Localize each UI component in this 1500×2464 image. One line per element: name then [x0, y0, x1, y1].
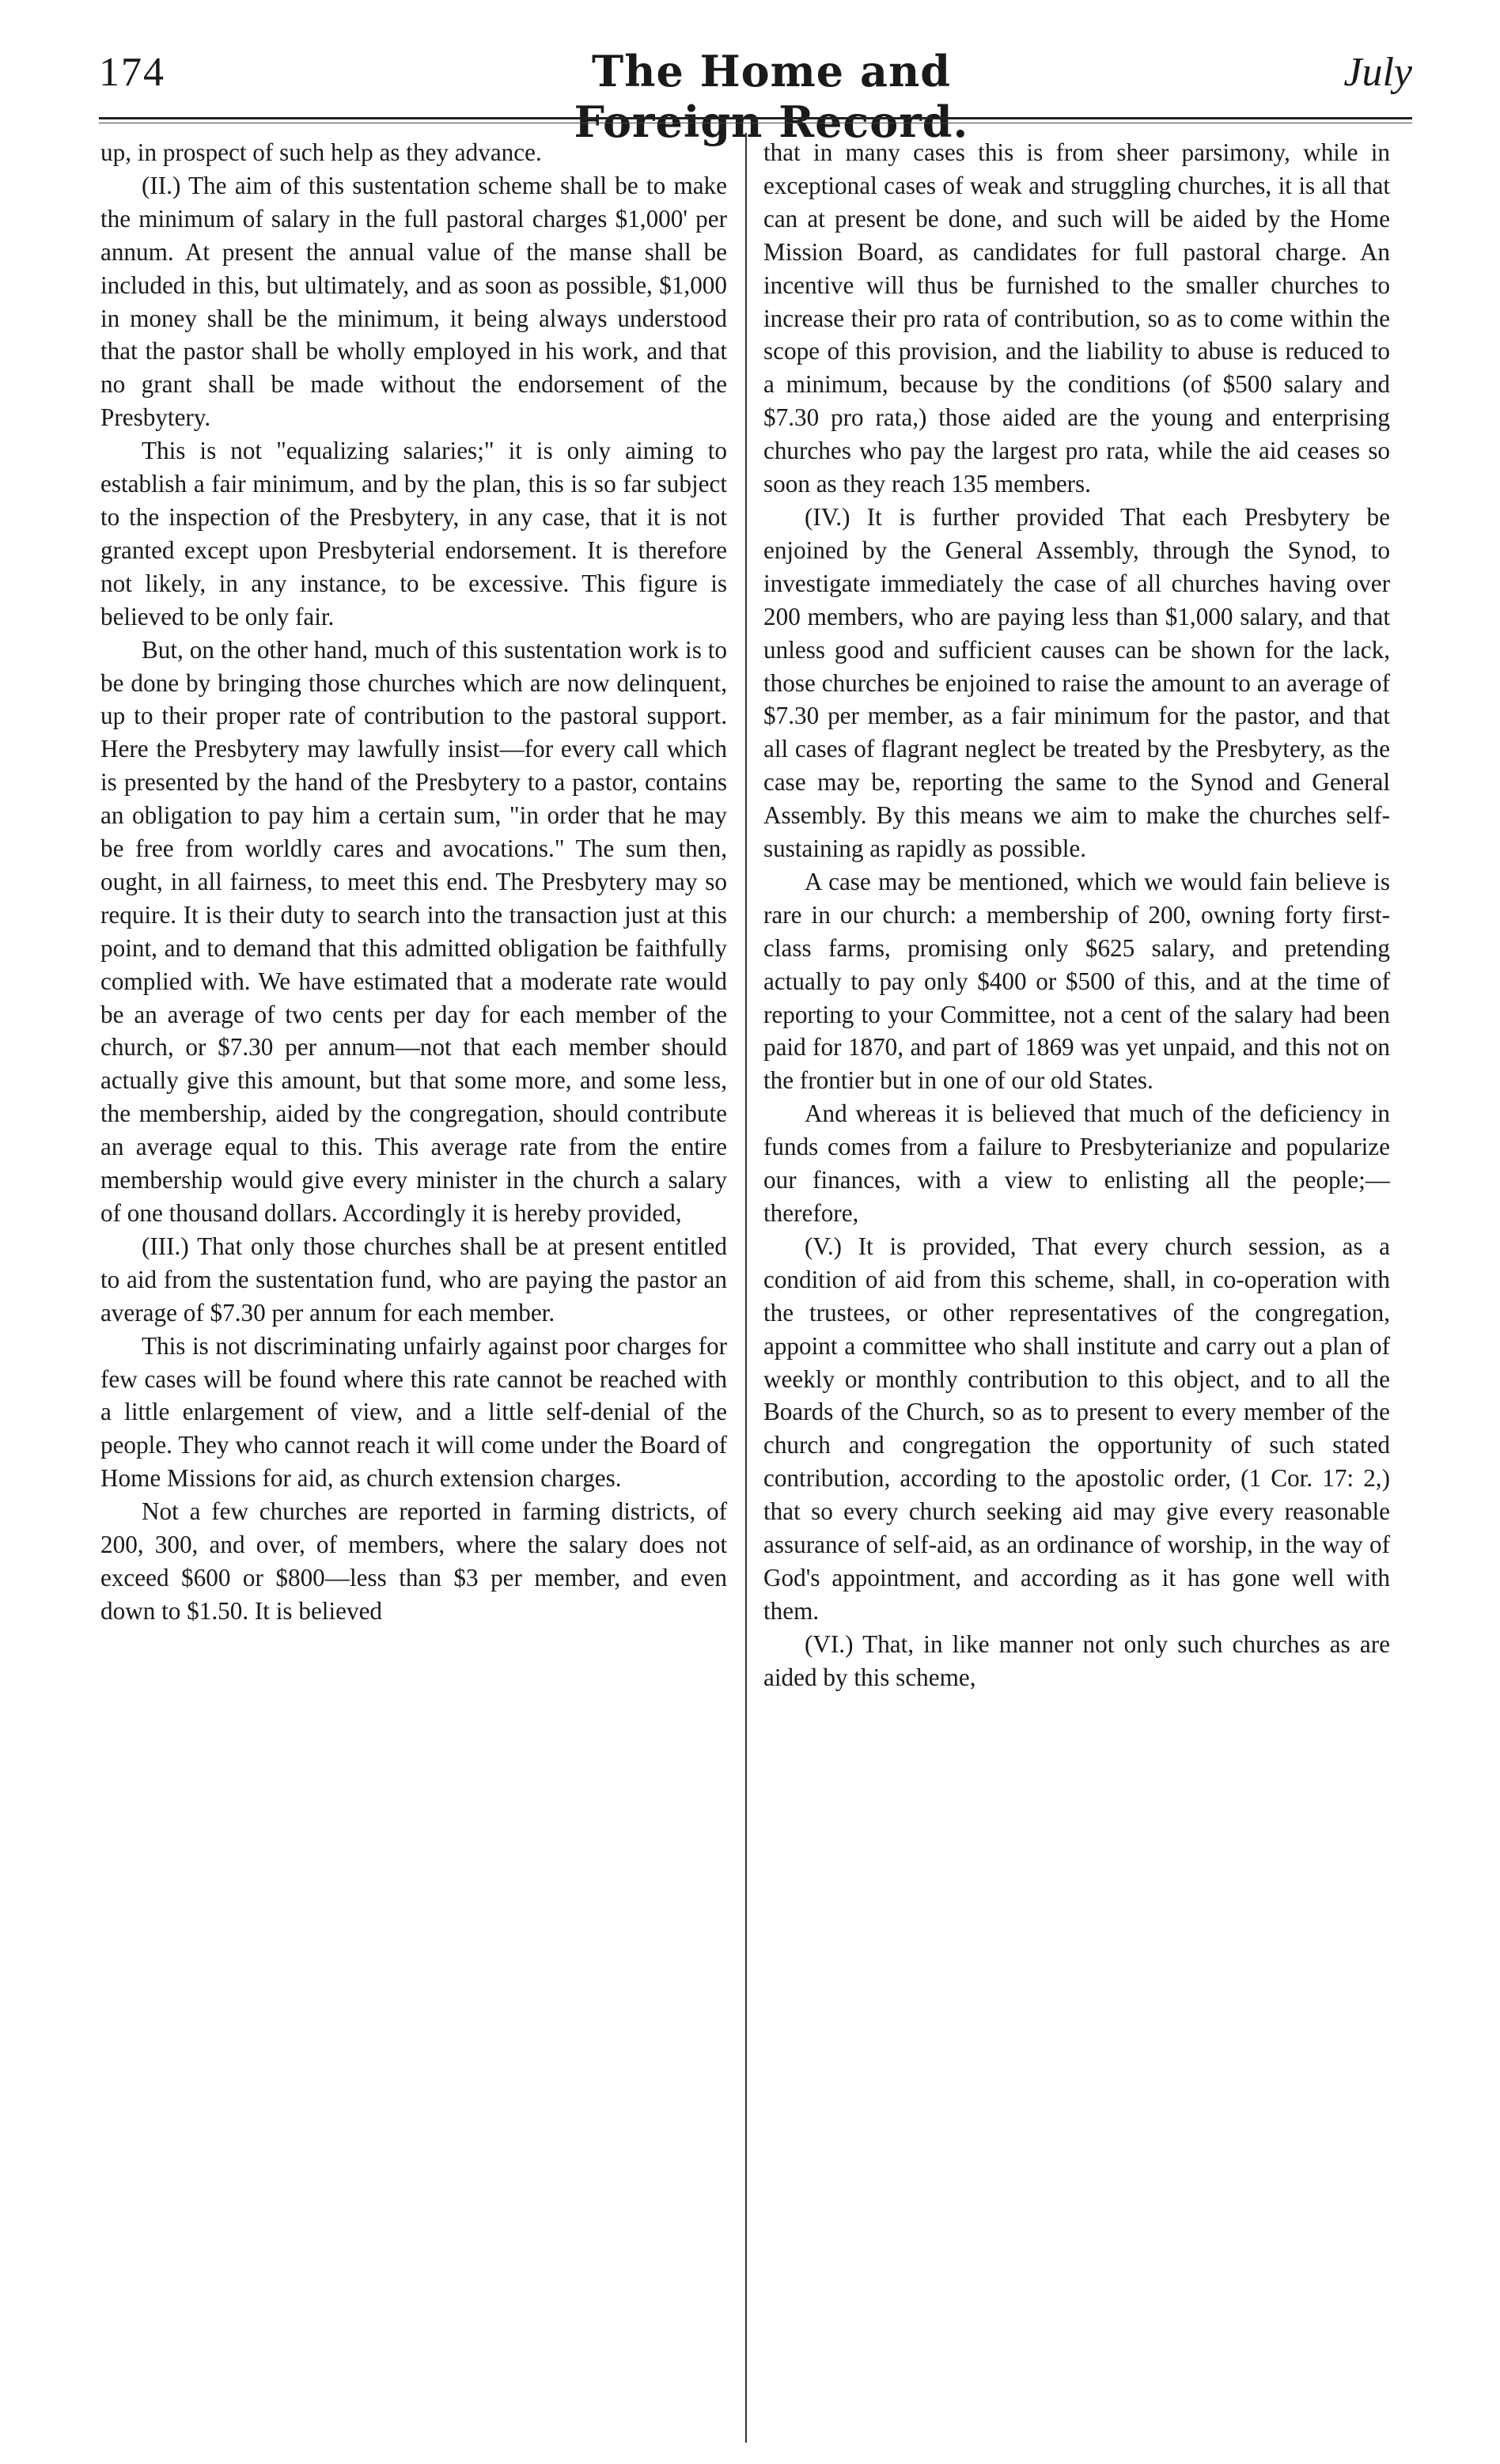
page-number: 174: [99, 50, 165, 95]
header-rule: [99, 117, 1412, 119]
paragraph: This is not discriminating unfairly against poor charges for few cases will be found where this rate cannot be reached with a little enlargement of view, and a little self-denial of the people. They who cannot reach it will come under the Board of Home Missions for aid, as church extension charges.: [100, 1331, 727, 1493]
left-column: [100, 136, 727, 1628]
column-divider: [745, 133, 747, 2443]
page-header: [99, 46, 1412, 147]
paragraph: And whereas it is believed that much of the deficiency in funds comes from a failure to Presbyterianize and popularize our finances, with a view to enlisting all the people;—therefore,: [763, 1100, 1390, 1227]
paragraph: up, in prospect of such help as they advance.: [100, 138, 542, 166]
journal-title: The Home and Foreign Record.: [574, 46, 969, 147]
paragraph: that in many cases this is from sheer parsimony, while in exceptional cases of weak and struggling churches, it is all that can at present be done, and such will be aided by the Home Mission Board, as candidates for full pastoral charge. An incentive will thus be furnished to the smaller churches to increase their pro rata of contribution, so as to come within the scope of this provision, and the liability to abuse is reduced to a minimum, because by the conditions (of $500 salary and $7.30 pro rata,) those aided are the young and enterprising churches who pay the largest pro rata, while the aid ceases so soon as they reach 135 members.: [763, 138, 1390, 498]
paragraph: (V.) It is provided, That every church session, as a condition of aid from this scheme, shall, in co-operation with the trustees, or other representatives of the congregation, appoint a committee who shall institute and carry out a plan of weekly or monthly contribution to this object, and to all the Boards of the Church, so as to present to every member of the church and congregation the opportunity of such stated contribution, according to the apostolic order, (1 Cor. 17: 2,) that so every church seeking aid may give every reasonable assurance of self-aid, as an ordinance of worship, in the way of God's appointment, and according as it has gone well with them.: [763, 1232, 1390, 1625]
paragraph: This is not "equalizing salaries;" it is only aiming to establish a fair minimum, and by the plan, this is so far subject to the inspection of the Presbytery, in any case, that it is not granted except upon Presbyterial endorsement. It is therefore not likely, in any instance, to be excessive. This figure is believed to be only fair.: [100, 437, 727, 630]
paragraph: A case may be mentioned, which we would fain believe is rare in our church: a membership of 200, owning forty first-class farms, promising only $625 salary, and pretending actually to pay only $400 or $500 of this, and at the time of reporting to your Committee, not a cent of the salary had been paid for 1870, and part of 1869 was yet unpaid, and this not on the frontier but in one of our old States.: [763, 867, 1390, 1095]
paragraph: (II.) The aim of this sustentation scheme shall be to make the minimum of salary in the full pastoral charges $1,000' per annum. At present the annual value of the manse shall be included in this, but ultimately, and as soon as possible, $1,000 in money shall be the minimum, it being always understood that the pastor shall be wholly employed in his work, and that no grant shall be made without the endorsement of the Presbytery.: [100, 171, 727, 432]
issue-month: July: [1343, 50, 1412, 95]
right-column: [763, 136, 1390, 1694]
paragraph: (III.) That only those churches shall be at present entitled to aid from the sustentation fund, who are paying the pastor an average of $7.30 per annum for each member.: [100, 1232, 727, 1327]
paragraph: (IV.) It is further provided That each Presbytery be enjoined by the General Assembly, through the Synod, to investigate immediately the case of all churches having over 200 members, who are paying less than $1,000 salary, and that unless good and sufficient causes can be shown for the lack, those churches be enjoined to raise the amount to an average of $7.30 per member, as a fair minimum for the pastor, and that all cases of flagrant neglect be treated by the Presbytery, as the case may be, reporting the same to the Synod and General Assembly. By this means we aim to make the churches self-sustaining as rapidly as possible.: [763, 502, 1390, 863]
paragraph: (VI.) That, in like manner not only such churches as are aided by this scheme,: [763, 1629, 1390, 1691]
paragraph: Not a few churches are reported in farming districts, of 200, 300, and over, of members, where the salary does not exceed $600 or $800—less than $3 per member, and even down to $1.50. It is believed: [100, 1497, 727, 1625]
paragraph: But, on the other hand, much of this sustentation work is to be done by bringing those churches which are now delinquent, up to their proper rate of contribution to the pastoral support. Here the Presbytery may lawfully insist—for every call which is presented by the hand of the Presbytery to a pastor, contains an obligation to pay him a certain sum, "in order that he may be free from worldly cares and avocations." The sum then, ought, in all fairness, to meet this end. The Presbytery may so require. It is their duty to search into the transaction just at this point, and to demand that this admitted obligation be faithfully complied with. We have estimated that a moderate rate would be an average of two cents per day for each member of the church, or $7.30 per annum—not that each member should actually give this amount, but that some more, and some less, the membership, aided by the congregation, should contribute an average equal to this. This average rate from the entire membership would give every minister in the church a salary of one thousand dollars. Accordingly it is hereby provided,: [100, 635, 727, 1227]
